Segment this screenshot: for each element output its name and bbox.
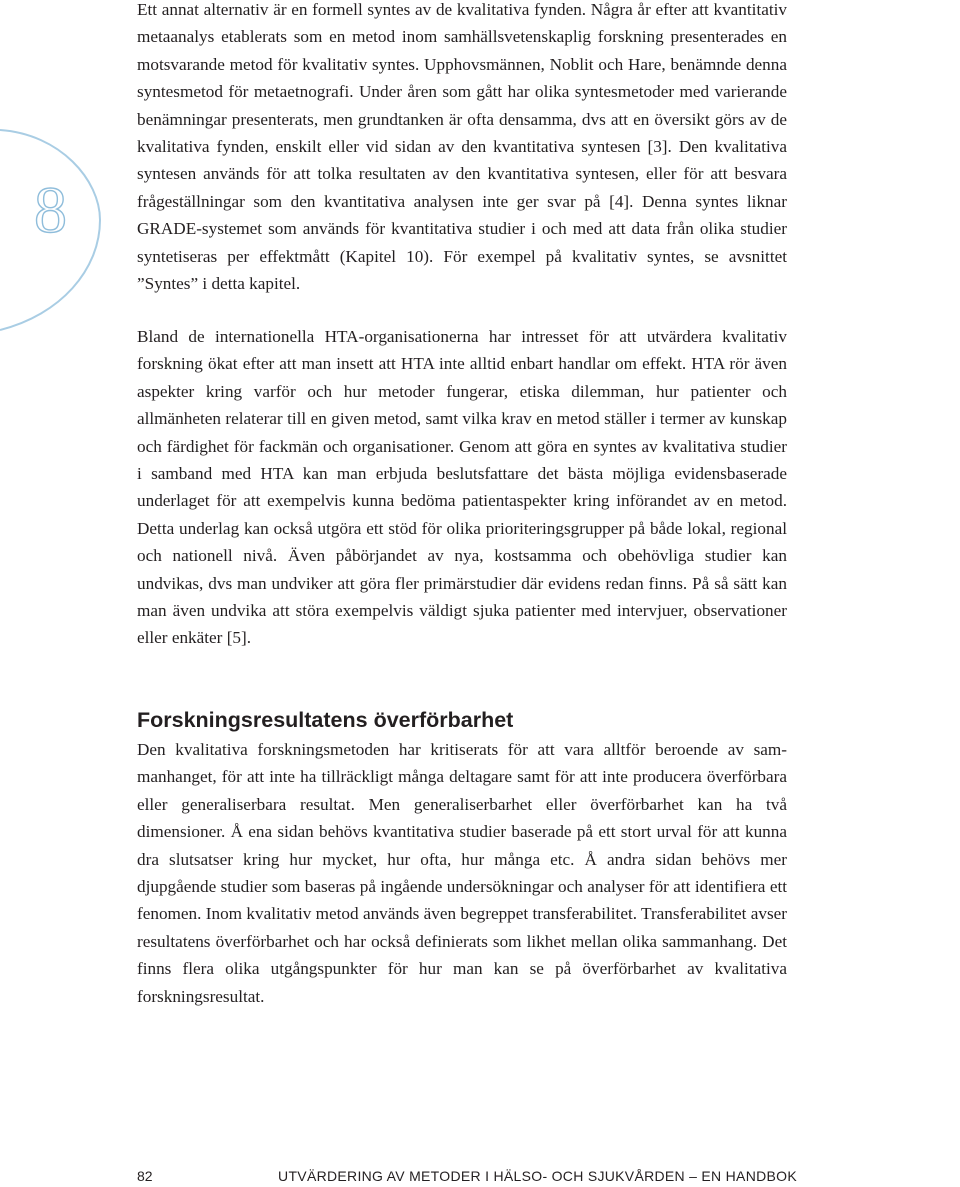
- chapter-arc-decoration: [0, 120, 110, 350]
- body-paragraph-1: Ett annat alternativ är en formell syntes av de kvalitativa fynden. Några år efter att kvantitativ metaanalys etablerats som en metod inom samhällsvetenskaplig forskning presenterades en motsvarande metod för kvalitativ syntes. Upphovsmännen, Noblit och Hare, benämnde denna syntesmetod för metaetnografi. Under åren som gått har olika syntesmetoder med varierande benämningar presenterats, men grundtanken är ofta densamma, dvs att en översikt görs av de kvalitativa fynden, enskilt eller vid sidan av den kvantitativa syntesen [3]. Den kvalitativa syntesen används för att tolka resultaten av den kvantitativa syntesen, eller för att besvara frågeställningar som den kvantitativa analysen inte ger svar på [4]. Denna syntes liknar GRADE-systemet som används för kvantitativa studier i och med att data från olika studier syntetiseras per effektmått (Kapitel 10). För exempel på kvalitativ syntes, se avsnittet ”Syntes” i detta kapitel.: [137, 0, 787, 294]
- chapter-tab: [0, 120, 110, 350]
- section-heading: Forskningsresultatens överförbarhet: [137, 708, 514, 732]
- page-number: 82: [137, 1168, 153, 1184]
- running-title: UTVÄRDERING AV METODER I HÄLSO- OCH SJUKVÅRDEN – EN HANDBOK: [278, 1168, 797, 1184]
- page-footer: [137, 1166, 797, 1186]
- chapter-number: 8: [34, 174, 67, 247]
- body-paragraph-3: Den kvalitativa forskningsmetoden har kritiserats för att vara alltför beroende av sammanhanget, för att inte ha tillräckligt många deltagare samt för att inte producera överförbara eller generaliserbara resultat. Men generaliserbarhet eller överförbarhet kan ha två dimensioner. Å ena sidan behövs kvantitativa studier baserade på ett stort urval för att kunna dra slutsatser kring hur mycket, hur ofta, hur många etc. Å andra sidan behövs mer djupgående studier som baseras på ingående undersökningar och analyser för att identifiera ett fenomen. Inom kvalitativ metod används även begreppet transferabilitet. Transferabilitet avser resultatens överförbarhet och har också definierats som likhet mellan olika sammanhang. Det finns flera olika utgångspunkter för hur man kan se på överförbarhet av kvalitativa forskningsresultat.: [137, 740, 787, 1006]
- body-paragraph-2: Bland de internationella HTA-organisationerna har intresset för att utvärdera kvalitativ forskning ökat efter att man insett att HTA inte alltid enbart handlar om effekt. HTA rör även aspekter kring varför och hur metoder fungerar, etiska dilemman, hur patienter och allmänheten relaterar till en given metod, samt vilka krav en metod ställer i termer av kunskap och färdighet för fackmän och organisationer. Genom att göra en syntes av kvalitativa studier i samband med HTA kan man erbjuda beslutsfattare det bästa möjliga evidensbaserade underlaget för att exempelvis kunna bedöma patientaspekter kring införandet av en metod. Detta underlag kan också utgöra ett stöd för olika prioriteringsgrupper på både lokal, regional och nationell nivå. Även påbörjandet av nya, kostsamma och obehövliga studier kan undvikas, dvs man undviker att göra fler primärstudier där evidens redan finns. På så sätt kan man även undvika att störa exempelvis väldigt sjuka patienter med intervjuer, observationer eller enkäter [5].: [137, 327, 787, 648]
